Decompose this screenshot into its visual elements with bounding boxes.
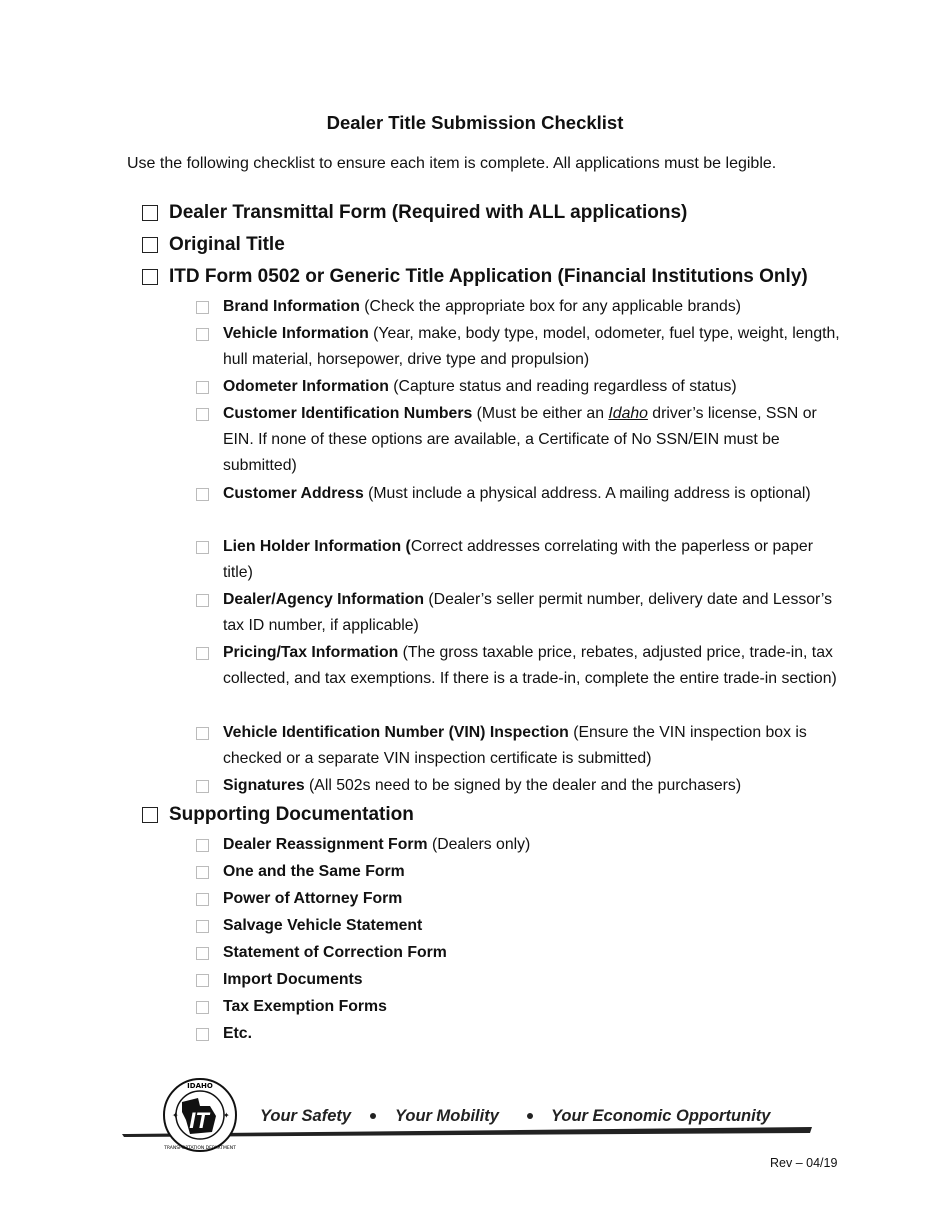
checklist-label: ITD Form 0502 or Generic Title Application (Financial Institutions Only) xyxy=(169,266,808,287)
sub-item-text: Signatures (All 502s need to be signed by the dealer and the purchasers) xyxy=(223,777,742,794)
checklist-item-supporting-docs[interactable] xyxy=(142,803,414,827)
sub-item-text: One and the Same Form xyxy=(223,863,405,880)
bullet-dot xyxy=(527,1113,533,1119)
checklist-item-transmittal[interactable] xyxy=(142,201,687,225)
checkbox[interactable] xyxy=(142,205,158,221)
sub-item-text: Etc. xyxy=(223,1025,252,1042)
checkbox[interactable] xyxy=(196,594,209,607)
slogan-mobility: Your Mobility xyxy=(395,1107,499,1125)
sub-item-text: Dealer/Agency Information (Dealer’s seller permit number, delivery date and Lessor’s tax ID number, if applicable) xyxy=(223,591,833,634)
sub-item-etc[interactable] xyxy=(196,1021,844,1047)
page-title: Dealer Title Submission Checklist xyxy=(326,112,624,133)
sub-item-text: Vehicle Identification Number (VIN) Inspection (Ensure the VIN inspection box is checked or a separate VIN inspection certificate is submitted) xyxy=(223,724,807,767)
checklist-label: Supporting Documentation xyxy=(169,804,414,825)
checklist-label: Dealer Transmittal Form (Required with ALL applications) xyxy=(169,202,688,223)
bullet-dot xyxy=(370,1113,376,1119)
sub-item-vehicle-info[interactable] xyxy=(196,321,844,373)
sub-item-statement-correction[interactable] xyxy=(196,940,844,966)
sub-item-brand-info[interactable] xyxy=(196,294,844,320)
intro-text: Use the following checklist to ensure each item is complete. All applications must be legible. xyxy=(127,155,777,172)
footer xyxy=(120,1078,820,1158)
footer-graphic xyxy=(120,1078,820,1158)
checkbox[interactable] xyxy=(196,408,209,421)
checklist-item-itd-form[interactable] xyxy=(142,265,808,289)
checkbox[interactable] xyxy=(196,541,209,554)
sub-item-vin-inspection[interactable] xyxy=(196,720,844,772)
checkbox[interactable] xyxy=(196,301,209,314)
checkbox[interactable] xyxy=(196,893,209,906)
sub-item-text: Tax Exemption Forms xyxy=(223,998,387,1015)
seal-bottom-text: TRANSPORTATION DEPARTMENT xyxy=(164,1146,236,1151)
checkbox[interactable] xyxy=(196,780,209,793)
itd-seal-logo xyxy=(163,1079,236,1151)
sub-item-signatures[interactable] xyxy=(196,773,844,799)
sub-item-customer-address[interactable] xyxy=(196,481,844,507)
checkbox[interactable] xyxy=(196,947,209,960)
svg-text:✦: ✦ xyxy=(223,1111,230,1120)
checklist-item-original-title[interactable] xyxy=(142,233,285,257)
sub-item-dealer-agency[interactable] xyxy=(196,587,844,639)
sub-item-text: Customer Identification Numbers (Must be either an Idaho driver’s license, SSN or EIN. If none of these options are available, a Certificate of No SSN/EIN must be submitted) xyxy=(223,405,817,474)
sub-item-text: Brand Information (Check the appropriate box for any applicable brands) xyxy=(223,298,742,315)
slogan-safety: Your Safety xyxy=(260,1107,352,1125)
checkbox[interactable] xyxy=(196,328,209,341)
checkbox[interactable] xyxy=(196,866,209,879)
sub-item-text: Power of Attorney Form xyxy=(223,890,403,907)
sub-item-odometer-info[interactable] xyxy=(196,374,844,400)
sub-item-text: Vehicle Information (Year, make, body type, model, odometer, fuel type, weight, length, hull material, horsepower, drive type and propulsion) xyxy=(223,325,840,368)
sub-item-text: Customer Address (Must include a physical address. A mailing address is optional) xyxy=(223,485,811,502)
checkbox[interactable] xyxy=(142,269,158,285)
sub-item-text: Import Documents xyxy=(223,971,363,988)
checkbox[interactable] xyxy=(196,727,209,740)
checkbox[interactable] xyxy=(142,807,158,823)
sub-item-tax-exemption[interactable] xyxy=(196,994,844,1020)
revision-date: Rev – 04/19 xyxy=(770,1156,838,1170)
sub-item-power-of-attorney[interactable] xyxy=(196,886,844,912)
sub-item-text: Statement of Correction Form xyxy=(223,944,447,961)
sub-item-import-documents[interactable] xyxy=(196,967,844,993)
checkbox[interactable] xyxy=(196,920,209,933)
sub-item-text: Salvage Vehicle Statement xyxy=(223,917,423,934)
sub-item-dealer-reassignment[interactable] xyxy=(196,832,844,858)
sub-item-lien-holder[interactable] xyxy=(196,534,844,586)
checkbox[interactable] xyxy=(196,839,209,852)
checkbox[interactable] xyxy=(196,1028,209,1041)
seal-top-text: IDAHO xyxy=(187,1082,213,1090)
checkbox[interactable] xyxy=(142,237,158,253)
sub-item-text: Pricing/Tax Information (The gross taxable price, rebates, adjusted price, trade-in, tax collected, and tax exemptions. If there is a trade-in, complete the entire trade-in section) xyxy=(223,644,837,687)
checkbox[interactable] xyxy=(196,1001,209,1014)
sub-item-text: Lien Holder Information (Correct addresses correlating with the paperless or paper title) xyxy=(223,538,813,581)
sub-item-one-and-same[interactable] xyxy=(196,859,844,885)
svg-text:IT: IT xyxy=(189,1108,209,1133)
sub-item-text: Odometer Information (Capture status and reading regardless of status) xyxy=(223,378,737,395)
sub-item-salvage-vehicle[interactable] xyxy=(196,913,844,939)
checkbox[interactable] xyxy=(196,974,209,987)
checklist-label: Original Title xyxy=(169,234,285,255)
checkbox[interactable] xyxy=(196,381,209,394)
sub-item-text: Dealer Reassignment Form (Dealers only) xyxy=(223,836,531,853)
sub-item-customer-id[interactable] xyxy=(196,401,844,479)
checkbox[interactable] xyxy=(196,647,209,660)
svg-text:✦: ✦ xyxy=(172,1111,179,1120)
slogan-economic: Your Economic Opportunity xyxy=(551,1107,771,1125)
sub-item-pricing-tax[interactable] xyxy=(196,640,844,692)
checkbox[interactable] xyxy=(196,488,209,501)
